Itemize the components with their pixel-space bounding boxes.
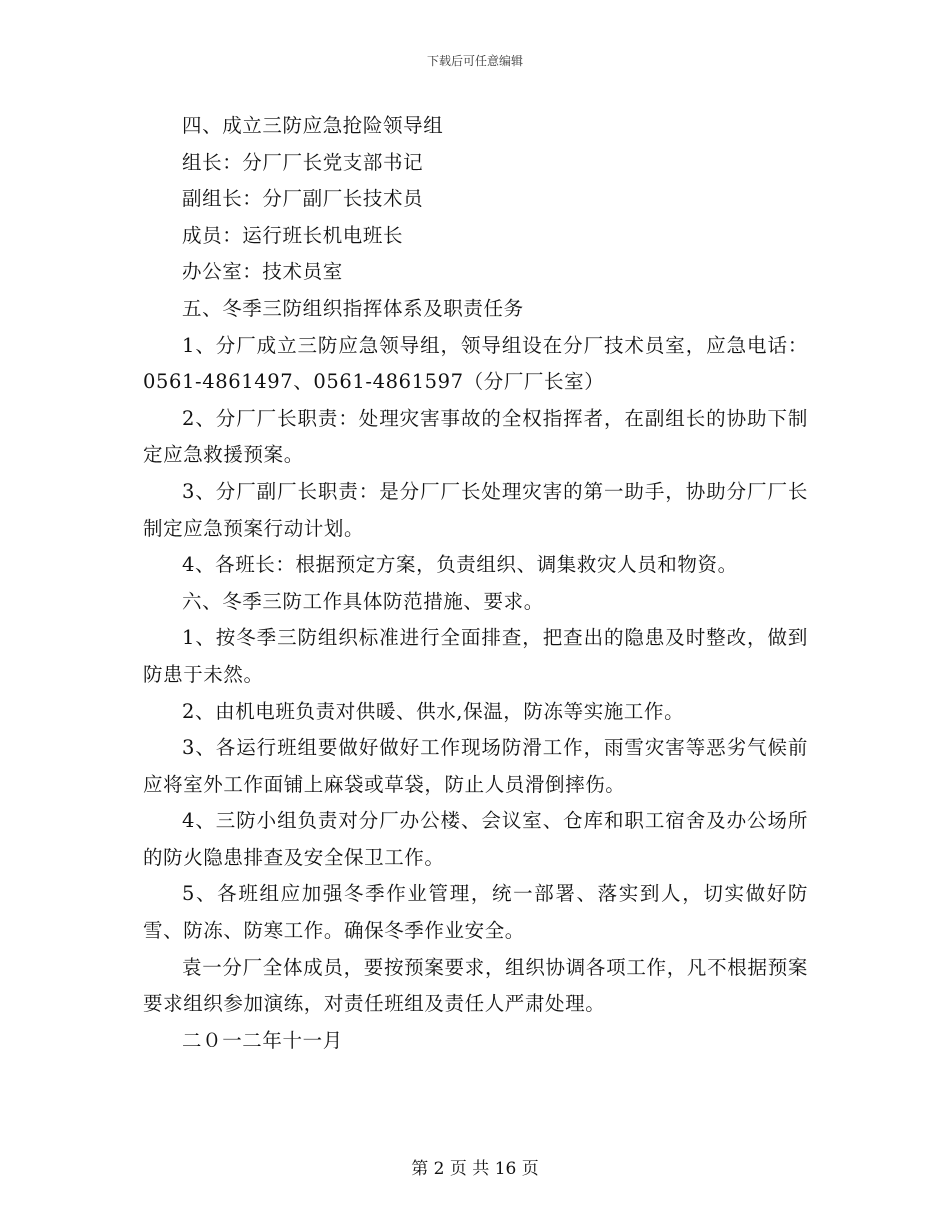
paragraph-6-4: 4、三防小组负责对分厂办公楼、会议室、仓库和职工宿舍及办公场所的防火隐患排查及安全保卫工作。 (143, 809, 808, 869)
closing-paragraph: 袁一分厂全体成员，要按预案要求，组织协调各项工作，凡不根据预案要求组织参加演练，对责任班组及责任人严肃处理。 (143, 955, 808, 1016)
paragraph-6-5: 5、各班组应加强冬季作业管理，统一部署、落实到人，切实做好防雪、防冻、防寒工作。确保冬季作业安全。 (143, 882, 808, 943)
paragraph-5-1: 1、分厂成立三防应急领导组，领导组设在分厂技术员室，应急电话：0561-4861497、0561-4861597（分厂厂长室） (143, 333, 808, 394)
paragraph-6-2: 2、由机电班负责对供暖、供水,保温，防冻等实施工作。 (182, 699, 685, 723)
section-heading-5: 五、冬季三防组织指挥体系及职责任务 (182, 296, 524, 320)
paragraph-5-4: 4、各班长：根据预定方案，负责组织、调集救灾人员和物资。 (182, 553, 738, 577)
section-heading-6: 六、冬季三防工作具体防范措施、要求。 (182, 589, 544, 613)
paragraph-6-1: 1、按冬季三防组织标准进行全面排查，把查出的隐患及时整改，做到防患于未然。 (143, 626, 808, 686)
paragraph-5-2: 2、分厂厂长职责：处理灾害事故的全权指挥者，在副组长的协助下制定应急救援预案。 (143, 406, 808, 467)
section-heading-4: 四、成立三防应急抢险领导组 (182, 114, 444, 137)
document-body (143, 108, 808, 1059)
page-number-footer: 第 2 页 共 16 页 (411, 1159, 539, 1179)
document-date: 二０一二年十一月 (182, 1028, 343, 1052)
paragraph-6-3: 3、各运行班组要做好做好工作现场防滑工作，雨雪灾害等恶劣气候前应将室外工作面铺上麻袋或草袋，防止人员滑倒摔伤。 (143, 736, 808, 796)
group-leader-line: 组长：分厂厂长党支部书记 (182, 150, 424, 174)
paragraph-5-3: 3、分厂副厂长职责：是分厂厂长处理灾害的第一助手，协助分厂厂长制定应急预案行动计划。 (143, 479, 808, 540)
page-header: 下载后可任意编辑 (426, 54, 523, 68)
deputy-leader-line: 副组长：分厂副厂长技术员 (182, 187, 424, 211)
office-line: 办公室：技术员室 (182, 260, 343, 284)
members-line: 成员：运行班长机电班长 (182, 223, 404, 247)
